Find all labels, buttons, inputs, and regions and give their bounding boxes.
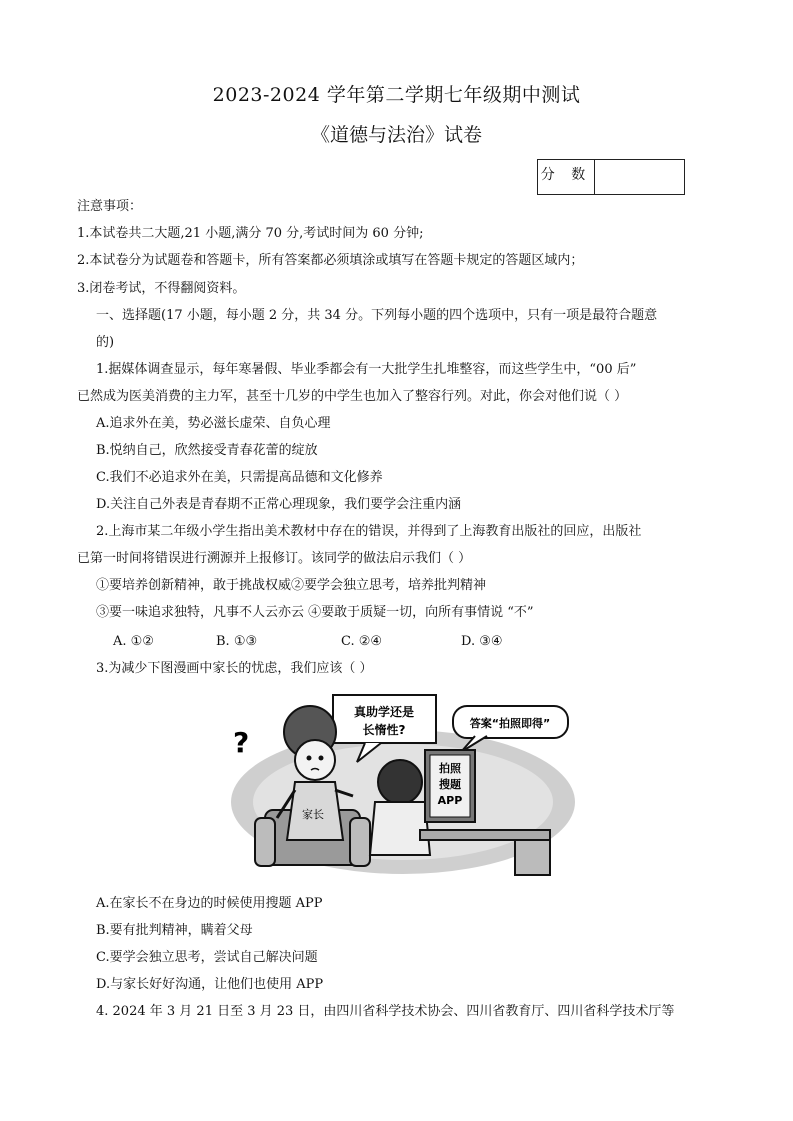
q3-option-b: B.要有批判精神，瞒着父母 xyxy=(96,923,253,938)
q3-stem: 3.为减少下图漫画中家长的忧虑，我们应该（ ） xyxy=(96,661,373,676)
q1-option-d: D.关注自己外表是青春期不正常心理现象，我们要学会注重内涵 xyxy=(96,497,462,512)
q3-option-a: A.在家长不在身边的时候使用搜题 APP xyxy=(96,896,323,911)
notice-heading: 注意事项： xyxy=(77,199,143,214)
cartoon-image xyxy=(225,690,580,880)
q2-option-c: C. ②④ xyxy=(341,634,383,649)
parent-shirt-label: 家长 xyxy=(302,808,324,821)
bubble-parent-line1: 真助学还是 xyxy=(353,705,415,719)
q1-option-c: C.我们不必追求外在美，只需提高品德和文化修养 xyxy=(96,470,383,485)
q1-option-a: A.追求外在美，势必滋长虚荣、自负心理 xyxy=(96,416,331,431)
score-blank xyxy=(595,160,684,194)
section-heading-cont: 的) xyxy=(96,335,115,350)
section-heading: 一、选择题(17 小题，每小题 2 分，共 34 分。下列每小题的四个选项中，只有一项是最符合题意 xyxy=(96,308,658,323)
score-box xyxy=(537,159,685,195)
screen-line2: 搜题 xyxy=(439,778,461,791)
screen-line3: APP xyxy=(437,794,463,807)
q4-stem: 4. 2024 年 3 月 21 日至 3 月 23 日，由四川省科学技术协会、四川省教育厅、四川省科学技术厅等 xyxy=(96,1004,675,1019)
score-label: 分 数 xyxy=(538,160,595,194)
q2-option-d: D. ③④ xyxy=(461,634,503,649)
screen-line1: 拍照 xyxy=(439,762,461,775)
bubble-parent-line2: 长惰性? xyxy=(362,723,406,737)
q2-stem-line2: 已第一时间将错误进行溯源并上报修订。该同学的做法启示我们（ ） xyxy=(77,551,472,566)
q2-stem-line1: 2.上海市某二年级小学生指出美术教材中存在的错误，并得到了上海教育出版社的回应，出版社 xyxy=(96,524,642,539)
question-mark-icon: ? xyxy=(233,726,250,759)
q1-stem-line2: 已然成为医美消费的主力军，甚至十几岁的中学生也加入了整容行列。对此，你会对他们说（ ） xyxy=(77,389,628,404)
q3-option-c: C.要学会独立思考，尝试自己解决问题 xyxy=(96,950,318,965)
exam-title: 2023-2024 学年第二学期七年级期中测试 xyxy=(212,84,581,106)
q2-option-a: A. ①② xyxy=(113,634,154,649)
q2-option-b: B. ①③ xyxy=(216,634,258,649)
screen-speech-bubble xyxy=(453,706,568,752)
notice-item-2: 2.本试卷分为试题卷和答题卡，所有答案都必须填涂或填写在答题卡规定的答题区域内； xyxy=(77,253,584,268)
q3-option-d: D.与家长好好沟通，让他们也使用 APP xyxy=(96,977,324,992)
q1-option-b: B.悦纳自己，欣然接受青春花蕾的绽放 xyxy=(96,443,318,458)
exam-subtitle: 《道德与法治》试卷 xyxy=(310,124,482,146)
q2-options xyxy=(113,633,503,651)
bubble-screen-text: 答案“拍照即得” xyxy=(469,717,551,730)
notice-item-1: 1.本试卷共二大题,21 小题,满分 70 分,考试时间为 60 分钟; xyxy=(77,226,424,241)
q2-statements-2: ③要一味追求独特，凡事不人云亦云 ④要敢于质疑一切，向所有事情说 “不” xyxy=(96,605,534,620)
notice-item-3: 3.闭卷考试，不得翻阅资料。 xyxy=(77,281,246,296)
q2-statements-1: ①要培养创新精神，敢于挑战权威②要学会独立思考，培养批判精神 xyxy=(96,578,487,593)
q1-stem-line1: 1.据媒体调查显示，每年寒暑假、毕业季都会有一大批学生扎堆整容，而这些学生中，“00 后” xyxy=(96,362,637,377)
